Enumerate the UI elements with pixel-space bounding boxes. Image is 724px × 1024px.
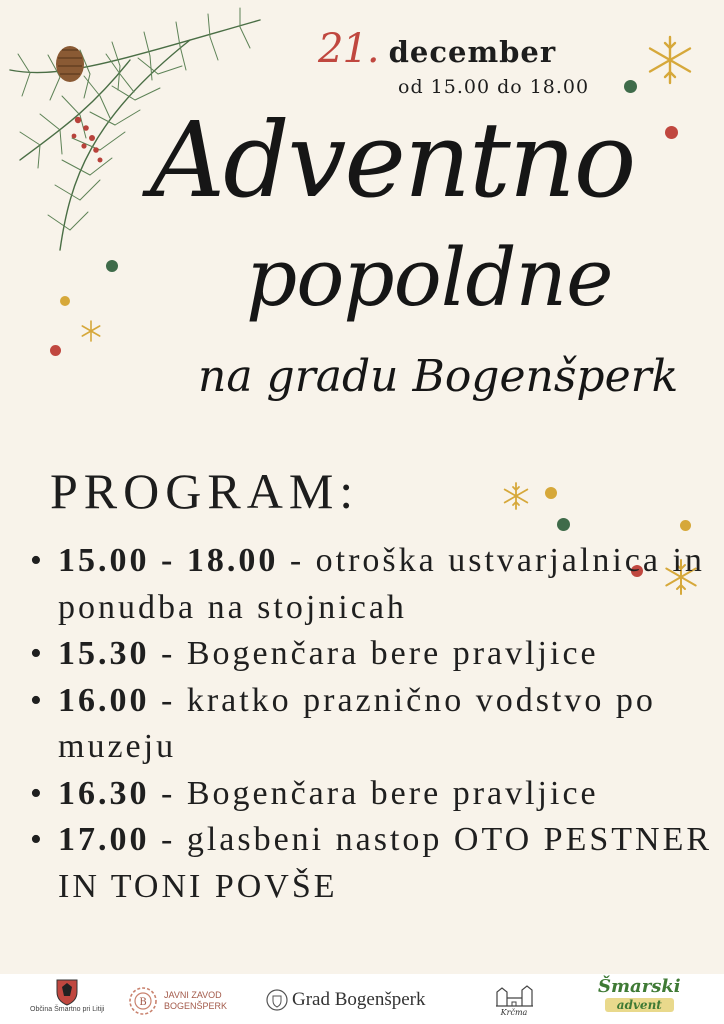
program-item-time: 15.00 - 18.00 (58, 542, 279, 579)
castle-sketch-icon (494, 980, 534, 1008)
program-item-text: - glasbeni nastop OTO PESTNER IN TONI POVŠE (58, 821, 713, 905)
smarski-advent-line2: advent (605, 998, 674, 1012)
logo-obcina-smartno (30, 978, 104, 1013)
decor-dot (106, 260, 118, 272)
decor-dot (60, 296, 70, 306)
program-list (30, 538, 720, 910)
title-popoldne: popoldne (246, 231, 613, 324)
snowflake-icon (644, 34, 696, 86)
decor-dot (545, 487, 557, 499)
event-time: od 15.00 do 18.00 (398, 76, 590, 98)
logo-obcina-text: Občina Šmartno pri Litiji (30, 1006, 105, 1013)
decor-dot (665, 126, 678, 139)
program-item-text: - Bogenčara bere pravljice (149, 774, 599, 812)
smarski-advent-line1: Šmarski (598, 976, 681, 997)
rosette-icon (128, 986, 158, 1016)
program-item-time: 16.00 (58, 681, 150, 719)
program-item-text: - kratko praznično vodstvo po muzeju (58, 681, 656, 765)
title-adventno: Adventno (150, 99, 635, 221)
program-item-time: 17.00 (58, 821, 150, 858)
program-item (30, 631, 720, 678)
svg-text:B: B (139, 997, 147, 1008)
pine-cone-icon (56, 46, 84, 82)
program-item-text: - Bogenčara bere pravljice (149, 635, 599, 672)
logo-krcma-text: Krčma (500, 1008, 528, 1017)
program-item (30, 817, 720, 910)
snowflake-icon (80, 320, 102, 342)
snowflake-icon (502, 482, 530, 510)
date-month: december (388, 35, 557, 69)
decor-dot (557, 518, 570, 531)
program-item-time: 16.30 (58, 774, 150, 812)
coat-of-arms-icon (55, 978, 79, 1006)
decor-dot (680, 520, 691, 531)
program-heading: PROGRAM: (50, 463, 360, 519)
program-item (30, 538, 720, 631)
logo-javni-zavod-line2: BOGENŠPERK (164, 1001, 228, 1011)
event-date (318, 26, 556, 72)
date-day: 21. (318, 26, 379, 72)
sponsor-footer (0, 974, 724, 1024)
title-location: na gradu Bogenšperk (198, 351, 679, 402)
program-item-text: - otroška ustvarjalnica in ponudba na stojnicah (58, 542, 705, 626)
logo-grad-bogensperk-text: Grad Bogenšperk (292, 989, 426, 1010)
program-item-time: 15.30 (58, 635, 150, 672)
decor-dot (624, 80, 637, 93)
crest-icon (266, 988, 288, 1012)
program-item (30, 771, 720, 818)
smarski-advent-logo (598, 978, 681, 1012)
logo-grad-bogensperk (266, 988, 426, 1012)
program-item (30, 678, 720, 771)
logo-javni-zavod (128, 986, 227, 1016)
logo-javni-zavod-line1: JAVNI ZAVOD (164, 990, 222, 1000)
logo-krcma (494, 980, 534, 1017)
decor-dot (50, 345, 61, 356)
